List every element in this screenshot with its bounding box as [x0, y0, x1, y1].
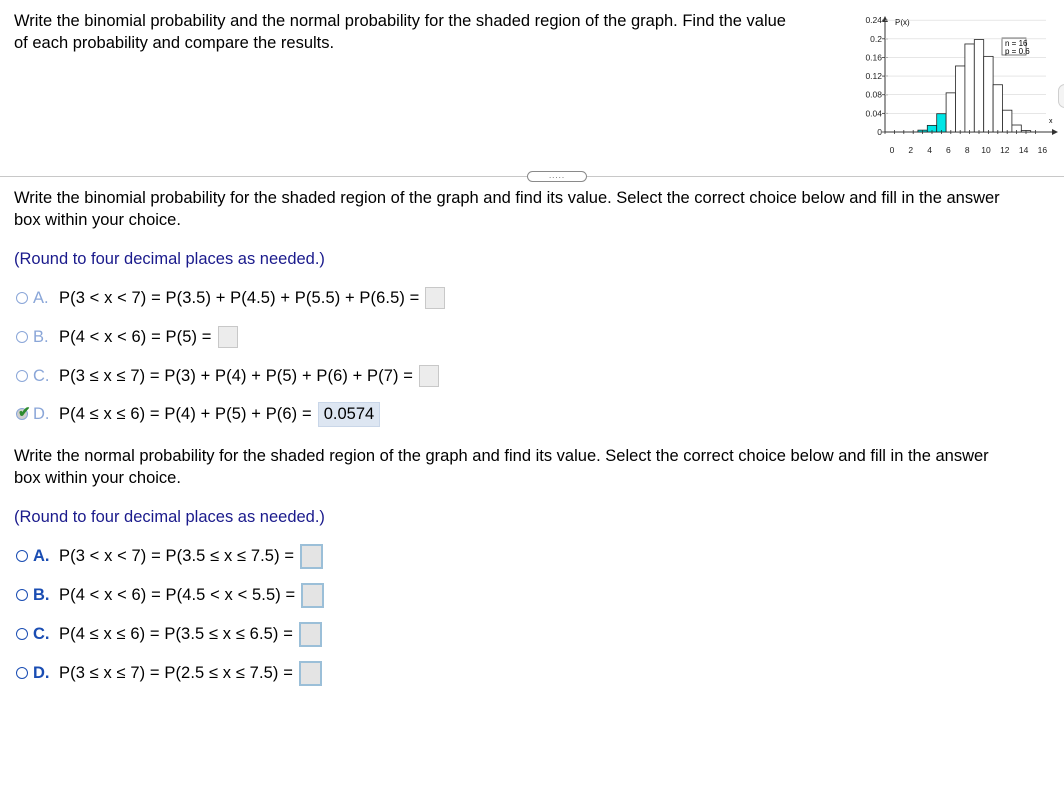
y-tick-label: 0.24 — [865, 15, 882, 26]
part1-round-note: (Round to four decimal places as needed.) — [14, 250, 325, 268]
choice-letter: A. — [33, 546, 50, 565]
y-tick-label: 0.12 — [865, 71, 882, 82]
choice-letter: C. — [33, 366, 50, 385]
x-axis-arrow — [1052, 129, 1058, 135]
x-tick-label: 8 — [964, 145, 970, 155]
x-tick-label: 10 — [981, 145, 991, 155]
question-line-2: of each probability and compare the results. — [14, 34, 335, 52]
part2-choice-c[interactable] — [16, 621, 322, 647]
part2-choice-b[interactable] — [16, 582, 324, 608]
choice-expression: P(3 ≤ x ≤ 7) = P(3) + P(4) + P(5) + P(6) + P(7) = — [59, 366, 414, 385]
histogram-bar-shaded — [937, 114, 946, 132]
y-tick-label: 0.16 — [865, 52, 882, 63]
radio-icon-selected[interactable] — [16, 404, 31, 421]
choice-letter: B. — [33, 327, 49, 346]
answer-box[interactable] — [419, 365, 439, 387]
question-text — [14, 10, 864, 54]
part2-prompt-line-1: Write the normal probability for the shaded region of the graph and find its value. Select the correct choice below and fill in the answer — [14, 447, 989, 465]
part2-choice-d[interactable] — [16, 660, 322, 686]
radio-icon[interactable] — [16, 292, 28, 304]
histogram-bar — [946, 93, 955, 132]
choice-letter: B. — [33, 585, 50, 604]
question-line-1: Write the binomial probability and the normal probability for the shaded region of the graph. Find the value — [14, 12, 786, 30]
answer-box[interactable] — [299, 661, 322, 686]
choice-expression: P(3 < x < 7) = P(3.5) + P(4.5) + P(5.5) + P(6.5) = — [59, 288, 420, 307]
choice-letter: C. — [33, 624, 50, 643]
part2-prompt-line-2: box within your choice. — [14, 469, 181, 487]
part2-prompt — [14, 445, 989, 489]
answer-box[interactable] — [218, 326, 238, 348]
histogram-bar — [1003, 110, 1012, 132]
histogram-bar — [993, 85, 1002, 132]
part1-choice-c[interactable] — [16, 363, 439, 389]
part1-prompt — [14, 187, 1000, 231]
radio-icon[interactable] — [16, 628, 28, 640]
side-scroll-tab[interactable] — [1058, 84, 1064, 108]
x-tick-label: 14 — [1018, 145, 1029, 155]
answer-box[interactable] — [300, 544, 323, 569]
choice-expression: P(4 ≤ x ≤ 6) = P(3.5 ≤ x ≤ 6.5) = — [59, 624, 293, 643]
legend-p: p = 0.6 — [1005, 47, 1030, 56]
legend-n: n = 16 — [1005, 39, 1028, 48]
choice-expression: P(3 ≤ x ≤ 7) = P(2.5 ≤ x ≤ 7.5) = — [59, 663, 293, 682]
choice-expression: P(4 ≤ x ≤ 6) = P(4) + P(5) + P(6) = — [59, 404, 312, 423]
x-tick-label: 16 — [1037, 145, 1048, 155]
y-tick-label: 0.08 — [865, 89, 882, 100]
choice-expression: P(3 < x < 7) = P(3.5 ≤ x ≤ 7.5) = — [59, 546, 295, 565]
part1-prompt-line-1: Write the binomial probability for the shaded region of the graph and find its value. Select the correct choice below and fill in the answer — [14, 189, 1000, 207]
y-axis-label: P(x) — [895, 18, 910, 27]
choice-letter: A. — [33, 288, 49, 307]
x-axis-label: x — [1049, 118, 1053, 125]
y-tick-label: 0.04 — [865, 108, 882, 119]
part1-choice-b[interactable] — [16, 324, 238, 350]
radio-icon[interactable] — [16, 331, 28, 343]
part2-round-note: (Round to four decimal places as needed.) — [14, 508, 325, 526]
choice-expression: P(4 < x < 6) = P(4.5 < x < 5.5) = — [59, 585, 296, 604]
x-tick-label: 2 — [908, 145, 914, 155]
choice-letter: D. — [33, 404, 50, 423]
radio-icon[interactable] — [16, 370, 28, 382]
answer-box[interactable] — [301, 583, 324, 608]
answer-value: 0.0574 — [318, 402, 380, 427]
histogram-svg — [856, 14, 1064, 160]
choice-letter: D. — [33, 663, 50, 682]
x-tick-label: 4 — [927, 145, 932, 155]
histogram-bar — [974, 40, 983, 132]
y-tick-label: 0 — [877, 127, 882, 137]
x-tick-label: 0 — [889, 145, 895, 155]
choice-expression: P(4 < x < 6) = P(5) = — [59, 327, 212, 346]
y-tick-label: 0.2 — [870, 33, 882, 44]
histogram-bar — [965, 44, 974, 132]
part1-prompt-line-2: box within your choice. — [14, 211, 181, 229]
answer-box[interactable] — [299, 622, 322, 647]
checkmark-icon: ✔ — [18, 404, 31, 421]
binomial-histogram — [856, 14, 1064, 160]
histogram-bar — [984, 56, 993, 132]
legend — [1002, 38, 1030, 56]
x-tick-label: 6 — [946, 145, 951, 155]
radio-icon[interactable] — [16, 589, 28, 601]
y-axis-arrow — [882, 16, 888, 22]
answer-box[interactable] — [425, 287, 445, 309]
radio-icon[interactable] — [16, 550, 28, 562]
radio-icon[interactable] — [16, 667, 28, 679]
histogram-bar — [956, 66, 965, 132]
expand-button[interactable]: ..... — [527, 171, 587, 182]
part2-choice-a[interactable] — [16, 543, 323, 569]
x-tick-label: 12 — [1000, 145, 1010, 155]
part1-choice-d[interactable] — [16, 401, 380, 427]
part1-choice-a[interactable] — [16, 285, 445, 311]
